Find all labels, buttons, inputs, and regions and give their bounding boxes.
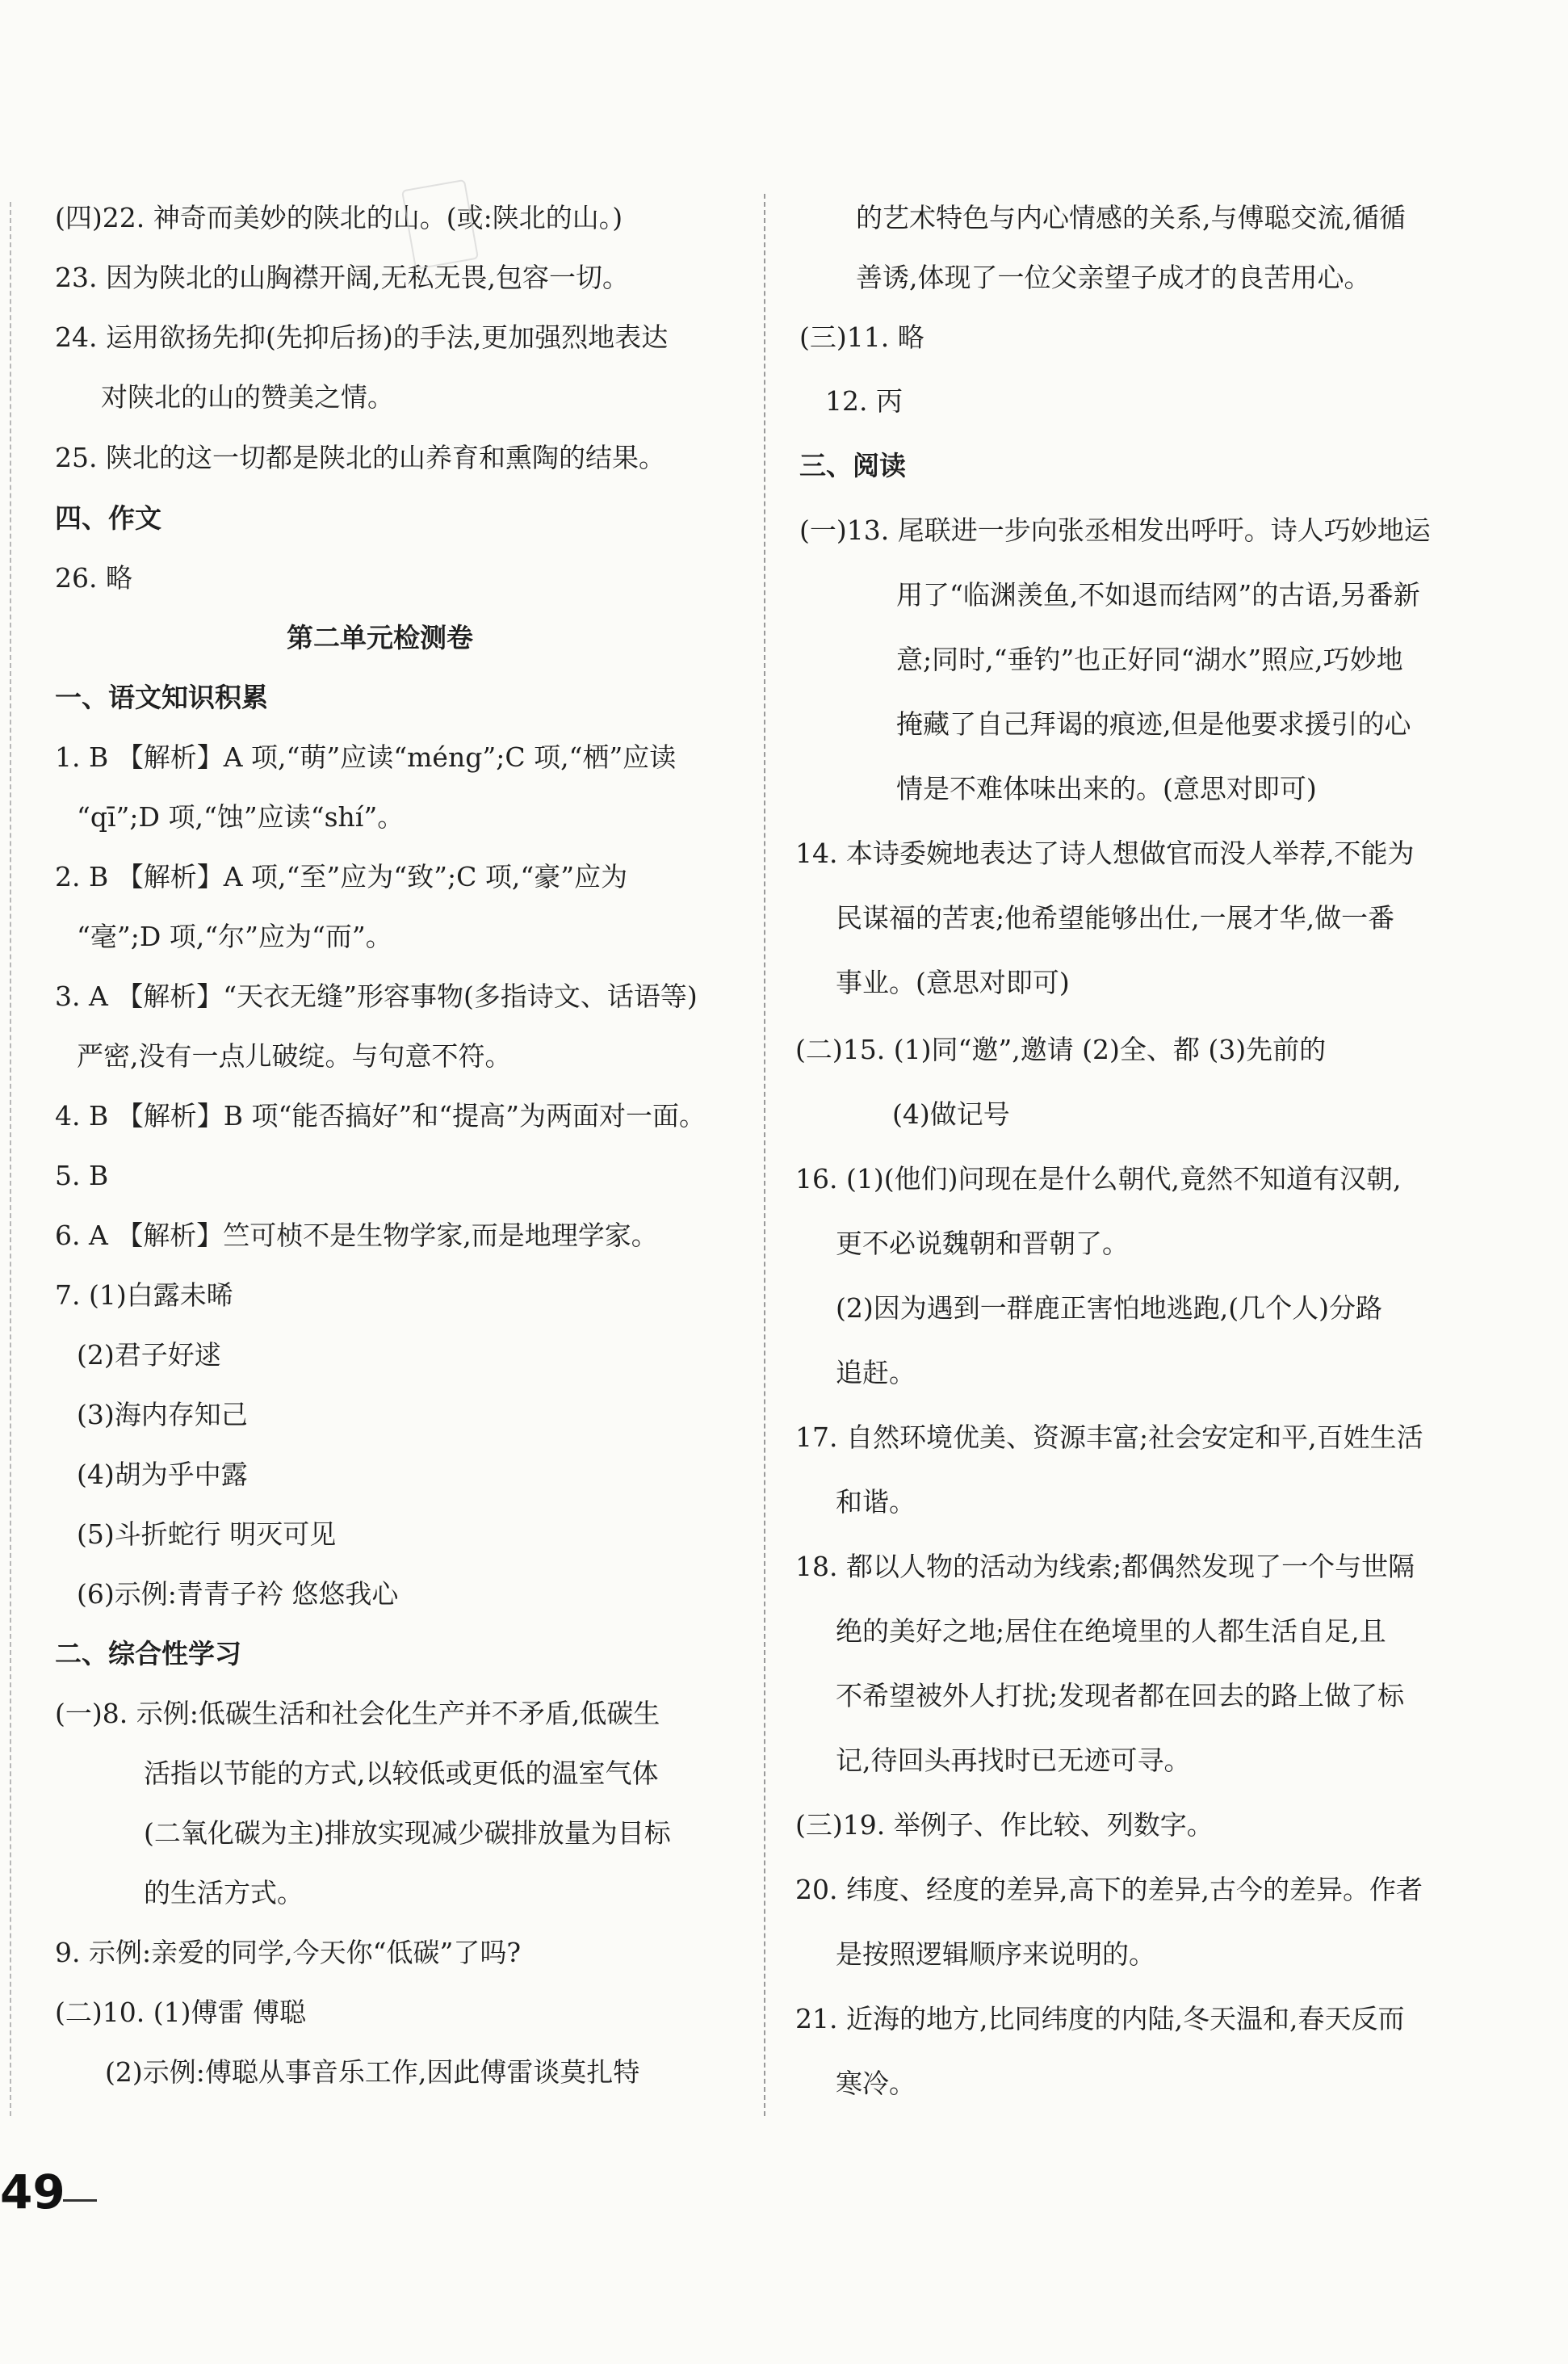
left-line: (5)斗折蛇行 明灭可见 — [77, 1518, 337, 1550]
right-line: 记,待回头再找时已无迹可寻。 — [836, 1745, 1191, 1776]
left-line: (四)22. 神奇而美妙的陕北的山。(或:陕北的山。) — [55, 202, 623, 233]
right-line: 18. 都以人物的活动为线索;都偶然发现了一个与世隔 — [795, 1551, 1415, 1582]
right-line: 17. 自然环境优美、资源丰富;社会安定和平,百姓生活 — [795, 1421, 1423, 1453]
left-line: (6)示例:青青子衿 悠悠我心 — [77, 1578, 399, 1610]
right-line: 绝的美好之地;居住在绝境里的人都生活自足,且 — [836, 1615, 1386, 1647]
right-line: 12. 丙 — [825, 385, 903, 417]
left-line: (2)君子好逑 — [77, 1339, 221, 1371]
left-line: 1. B 【解析】A 项,“萌”应读“méng”;C 项,“栖”应读 — [55, 741, 677, 773]
left-line: 9. 示例:亲爱的同学,今天你“低碳”了吗? — [55, 1937, 522, 1968]
left-line: 对陕北的山的赞美之情。 — [101, 381, 394, 413]
page-number: 49 — [0, 2165, 65, 2219]
left-line: (二)10. (1)傅雷 傅聪 — [55, 1997, 306, 2028]
left-line: (4)胡为乎中露 — [77, 1459, 248, 1490]
right-line: 不希望被外人打扰;发现者都在回去的路上做了标 — [836, 1680, 1405, 1711]
left-line: 25. 陕北的这一切都是陕北的山养育和熏陶的结果。 — [55, 442, 665, 473]
left-line: “qī”;D 项,“蚀”应读“shí”。 — [77, 801, 405, 833]
left-line: 第二单元检测卷 — [287, 622, 473, 653]
left-line: 7. (1)白露未晞 — [55, 1279, 233, 1311]
left-line: 的生活方式。 — [144, 1877, 304, 1908]
right-line: 更不必说魏朝和晋朝了。 — [836, 1228, 1129, 1259]
right-line: 情是不难体味出来的。(意思对即可) — [896, 773, 1317, 804]
right-line: 事业。(意思对即可) — [836, 967, 1070, 998]
left-line: 6. A 【解析】竺可桢不是生物学家,而是地理学家。 — [55, 1220, 658, 1251]
left-line: (二氧化碳为主)排放实现减少碳排放量为目标 — [144, 1817, 671, 1849]
right-line: 用了“临渊羡鱼,不如退而结网”的古语,另番新 — [896, 579, 1420, 611]
right-line: 和谐。 — [836, 1486, 916, 1518]
left-line: 一、语文知识积累 — [55, 682, 268, 713]
right-line: 掩藏了自己拜谒的痕迹,但是他要求援引的心 — [896, 708, 1411, 740]
left-line: “毫”;D 项,“尔”应为“而”。 — [77, 921, 392, 952]
left-line: (3)海内存知己 — [77, 1399, 248, 1430]
left-line: 活指以节能的方式,以较低或更低的温室气体 — [144, 1757, 659, 1789]
right-line: 20. 纬度、经度的差异,高下的差异,古今的差异。作者 — [795, 1874, 1423, 1905]
right-line: 16. (1)(他们)问现在是什么朝代,竟然不知道有汉朝, — [795, 1163, 1402, 1195]
right-line: 善诱,体现了一位父亲望子成才的良苦用心。 — [856, 262, 1371, 293]
left-line: (2)示例:傅聪从事音乐工作,因此傅雷谈莫扎特 — [105, 2056, 640, 2088]
right-line: (三)19. 举例子、作比较、列数字。 — [795, 1809, 1214, 1841]
right-line: (4)做记号 — [892, 1098, 1010, 1130]
right-line: 追赶。 — [836, 1357, 916, 1388]
right-line: 21. 近海的地方,比同纬度的内陆,冬天温和,春天反而 — [795, 2003, 1405, 2034]
right-line: (二)15. (1)同“邀”,邀请 (2)全、都 (3)先前的 — [795, 1034, 1327, 1065]
right-line: (一)13. 尾联进一步向张丞相发出呼吁。诗人巧妙地运 — [799, 514, 1431, 546]
left-line: 4. B 【解析】B 项“能否搞好”和“提高”为两面对一面。 — [55, 1100, 706, 1132]
right-line: 寒冷。 — [836, 2068, 916, 2099]
right-line: 14. 本诗委婉地表达了诗人想做官而没人举荐,不能为 — [795, 838, 1415, 869]
left-line: 23. 因为陕北的山胸襟开阔,无私无畏,包容一切。 — [55, 262, 629, 293]
right-line: 的艺术特色与内心情感的关系,与傅聪交流,循循 — [856, 202, 1406, 233]
page-number-rule — [63, 2199, 97, 2202]
left-line: 四、作文 — [55, 502, 161, 534]
left-line: 严密,没有一点儿破绽。与句意不符。 — [77, 1040, 512, 1072]
left-line: 26. 略 — [55, 562, 132, 594]
right-line: 意;同时,“垂钓”也正好同“湖水”照应,巧妙地 — [896, 644, 1403, 675]
left-line: 二、综合性学习 — [55, 1638, 241, 1669]
column-divider — [764, 194, 765, 2116]
right-line: (2)因为遇到一群鹿正害怕地逃跑,(几个人)分路 — [836, 1292, 1382, 1324]
faint-stamp-mark — [401, 179, 479, 270]
right-line: 民谋福的苦衷;他希望能够出仕,一展才华,做一番 — [836, 902, 1395, 934]
left-line: 24. 运用欲扬先抑(先抑后扬)的手法,更加强烈地表达 — [55, 321, 669, 353]
left-line: 5. B — [55, 1160, 109, 1191]
left-margin-rule — [10, 202, 11, 2116]
right-line: (三)11. 略 — [799, 321, 924, 353]
right-line: 是按照逻辑顺序来说明的。 — [836, 1938, 1155, 1970]
right-line: 三、阅读 — [799, 450, 906, 481]
left-line: (一)8. 示例:低碳生活和社会化生产并不矛盾,低碳生 — [55, 1698, 660, 1729]
left-line: 3. A 【解析】“天衣无缝”形容事物(多指诗文、话语等) — [55, 980, 698, 1012]
left-line: 2. B 【解析】A 项,“至”应为“致”;C 项,“豪”应为 — [55, 861, 628, 892]
